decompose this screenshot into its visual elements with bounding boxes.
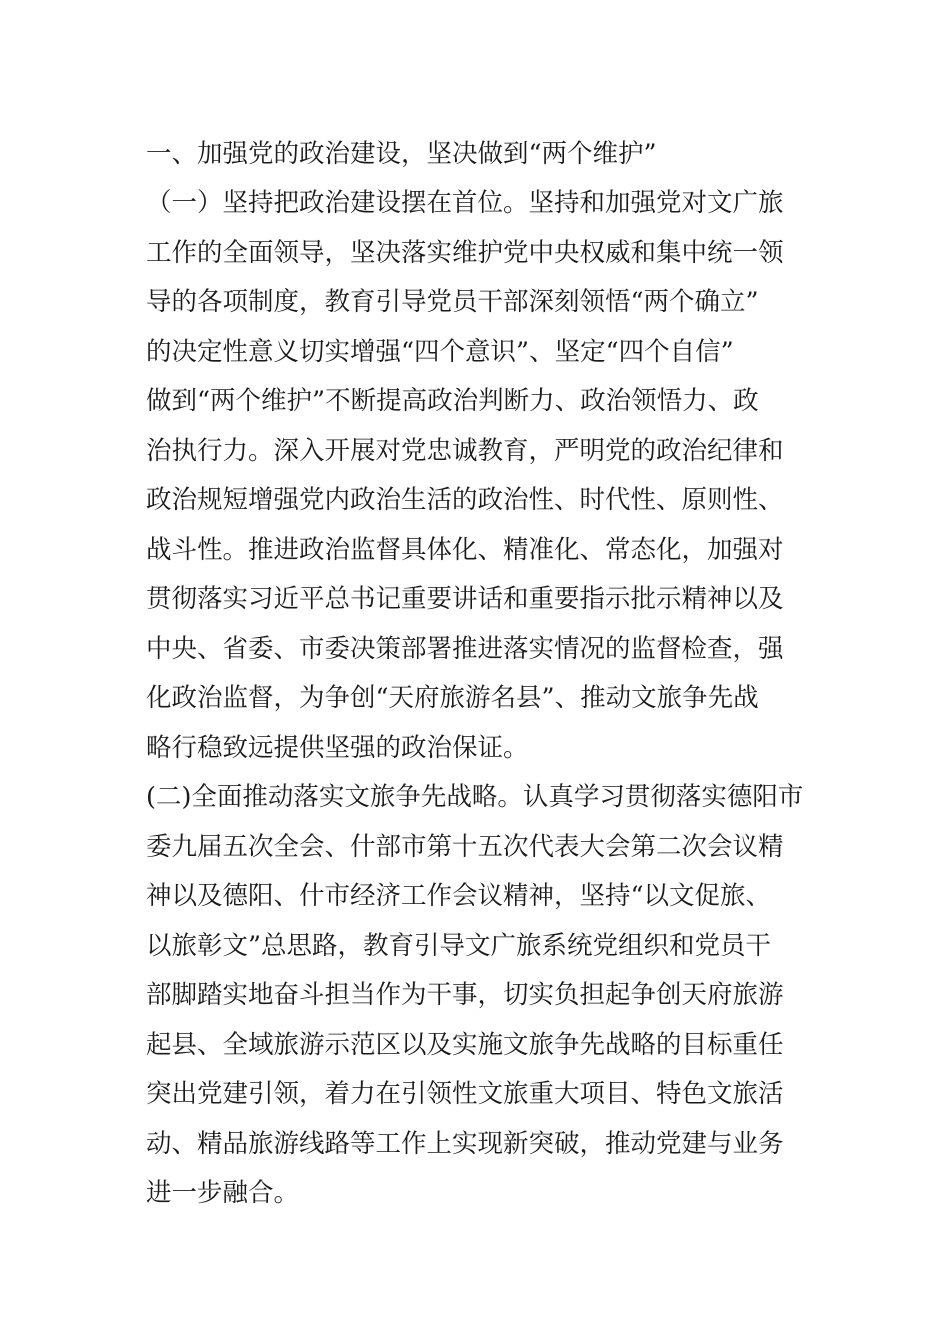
text-line: 政治规短增强党内政治生活的政治性、时代性、原则性、: [146, 485, 784, 515]
text-line: 贯彻落实习近平总书记重要讲话和重要指示批示精神以及: [146, 584, 784, 614]
text-line: 导的各项制度，教育引导党员干部深刻领悟“两个确立”: [146, 287, 759, 317]
text-line: 部脚踏实地奋斗担当作为干事，切实负担起争创天府旅游: [146, 980, 784, 1010]
section-heading: 一、加强党的政治建设，坚决做到“两个维护”: [146, 139, 657, 169]
text-line: 以旅彰文”总思路，教育引导文广旅系统党组织和党员干: [146, 931, 772, 961]
text-line: 工作的全面领导，坚决落实维护党中央权威和集中统一领: [146, 238, 784, 268]
text-line: 起县、全域旅游示范区以及实施文旅争先战略的目标重任: [146, 1030, 784, 1060]
text-line: 治执行力。深入开展对党忠诚教育，严明党的政治纪律和: [146, 436, 784, 466]
text-line: 突出党建引领，着力在引领性文旅重大项目、特色文旅活: [146, 1079, 784, 1109]
text-line: 的决定性意义切实增强“四个意识”、坚定“四个自信”: [146, 337, 734, 367]
text-line: 中央、省委、市委决策部署推进落实情况的监督检查，强: [146, 634, 784, 664]
text-line: 进一步融合。: [146, 1178, 300, 1208]
text-line: （一）坚持把政治建设摆在首位。坚持和加强党对文广旅: [146, 188, 784, 218]
text-line: 化政治监督，为争创“天府旅游名县”、推动文旅争先战: [146, 683, 759, 713]
text-line: 委九届五次全会、什部市第十五次代表大会第二次会议精: [146, 832, 784, 862]
text-line: 略行稳致远提供坚强的政治保证。: [146, 733, 529, 763]
text-line: 动、精品旅游线路等工作上实现新突破，推动党建与业务: [146, 1129, 784, 1159]
text-line: 战斗性。推进政治监督具体化、精准化、常态化，加强对: [146, 535, 784, 565]
text-line: 做到“两个维护”不断提高政治判断力、政治领悟力、政: [146, 386, 759, 416]
text-line: 神以及德阳、什市经济工作会议精神，坚持“以文促旅、: [146, 881, 772, 911]
text-line: (二)全面推动落实文旅争先战略。认真学习贯彻落实德阳市: [146, 782, 804, 812]
